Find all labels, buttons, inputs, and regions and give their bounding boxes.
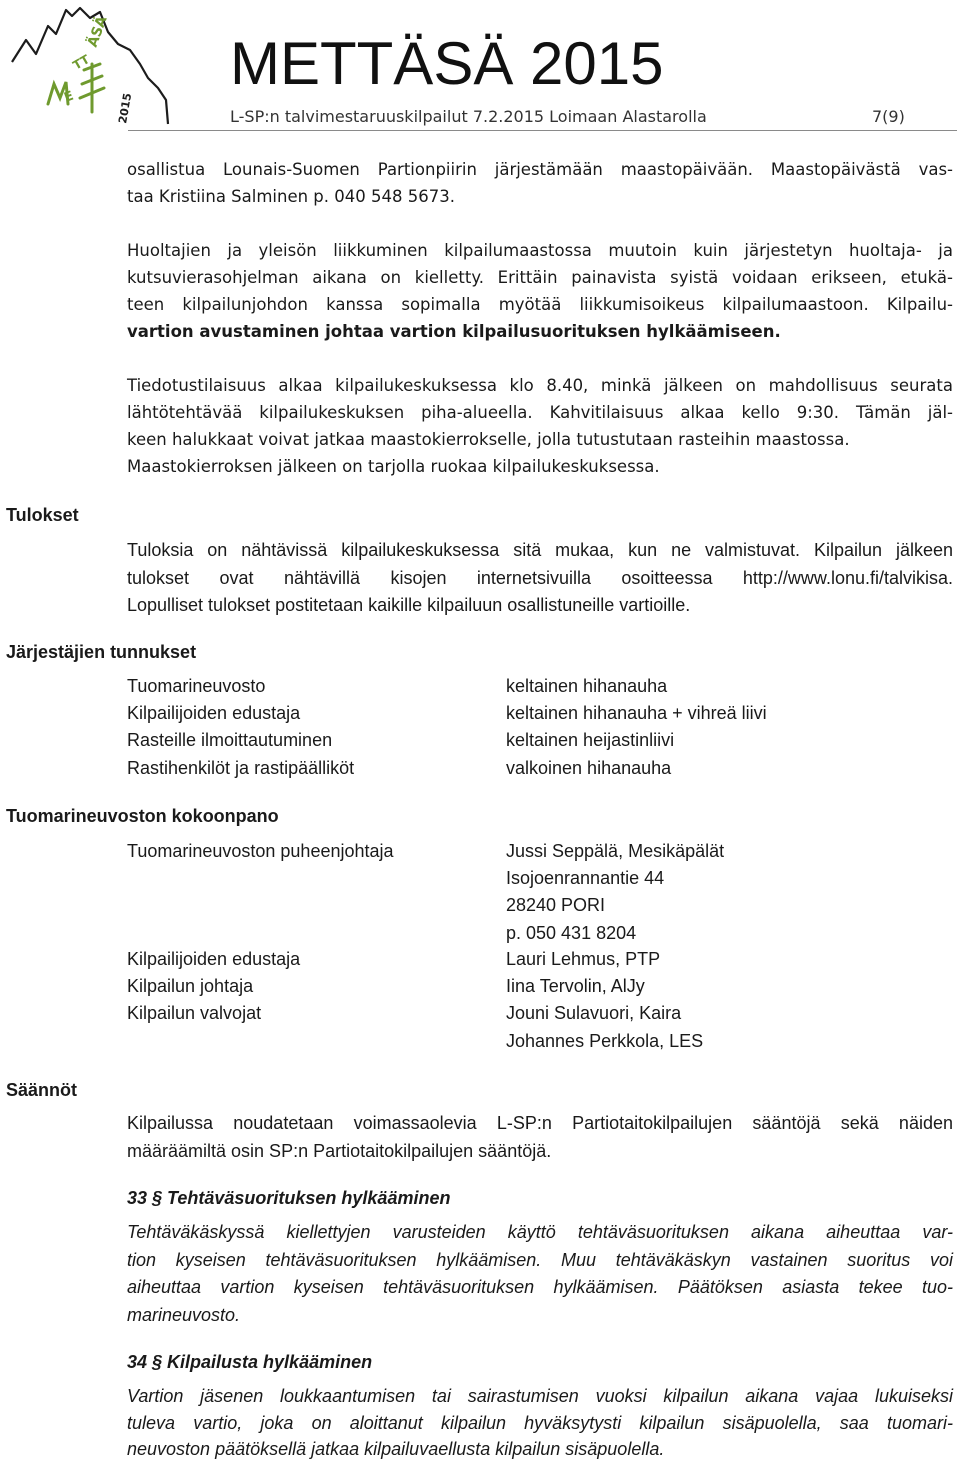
movement-line: Huoltajien ja yleisön liikkuminen kilpailumaastossa muutoin kuin järjestetyn huoltaja- ja: [127, 241, 953, 260]
intro-line: osallistua Lounais-Suomen Partionpiirin järjestämään maastopäivään. Maastopäivästä vas-: [127, 160, 953, 179]
results-heading: Tulokset: [6, 505, 79, 525]
jury-name: Jouni Sulavuori, Kaira: [506, 1003, 682, 1024]
rules-paragraph: [127, 1110, 953, 1165]
svg-text:ÄSÄ: ÄSÄ: [84, 14, 111, 50]
results-line: Lopulliset tulokset postitetaan kaikille kilpailuun osallistuneille vartioille.: [127, 595, 691, 615]
mettasa-logo: [8, 4, 170, 126]
results-line: Tuloksia on nähtävissä kilpailukeskuksessa sitä mukaa, kun ne valmistuvat. Kilpailun jälkeen: [127, 540, 953, 560]
intro-paragraph: [127, 156, 953, 210]
info-paragraph: [127, 372, 953, 480]
badge-mark: valkoinen hihanauha: [506, 757, 672, 778]
info-line: Maastokierroksen jälkeen on tarjolla ruokaa kilpailukeskuksessa.: [127, 457, 660, 476]
movement-bold-line: vartion avustaminen johtaa vartion kilpailusuorituksen hylkäämiseen.: [127, 322, 781, 341]
jury-chair-details: [506, 838, 724, 947]
section-34-line: tuleva vartio, joka on aloittanut kilpailun hyväksytysti kilpailun sisäpuolella, saa tuomari-: [127, 1412, 953, 1433]
jury-chair-line: p. 050 431 8204: [506, 922, 637, 943]
section-33-line: tion kyseisen tehtäväsuorituksen hylkäämisen. Muu tehtäväkäskyn vastainen suoritus voi: [127, 1249, 953, 1270]
section-34-title: 34 § Kilpailusta hylkääminen: [127, 1352, 373, 1372]
jury-heading: Tuomarineuvoston kokoonpano: [6, 806, 279, 826]
document-subtitle: L-SP:n talvimestaruuskilpailut 7.2.2015 Loimaan Alastarolla: [230, 107, 707, 126]
section-34-text: [127, 1383, 953, 1463]
jury-role: Kilpailijoiden edustaja: [127, 949, 301, 969]
document-title: METTÄSÄ 2015: [230, 30, 664, 97]
section-34-line: Vartion jäsenen loukkaantumisen tai sairastumisen vuoksi kilpailun aikana vajaa lukuiseksi: [127, 1386, 953, 1406]
badge-mark: keltainen hihanauha + vihreä liivi: [506, 703, 767, 724]
section-34-line: neuvoston päätöksellä jatkaa kilpailuvaellusta kilpailun sisäpuolella.: [127, 1439, 665, 1459]
info-line: lähtötehtävää kilpailukeskuksen piha-alueella. Kahvitilaisuus alkaa kello 9:30. Tämän jäl-: [127, 403, 953, 422]
badge-role: Rastihenkilöt ja rastipäälliköt: [127, 757, 355, 778]
badge-role: Tuomarineuvosto: [127, 676, 266, 696]
rules-heading: Säännöt: [6, 1080, 78, 1100]
results-line: tulokset ovat nähtävillä kisojen internetsivuilla osoitteessa http://www.lonu.fi/talvikisa.: [127, 567, 953, 588]
intro-line: taa Kristiina Salminen p. 040 548 5673.: [127, 187, 455, 206]
section-33-line: Tehtäväkäskyssä kiellettyjen varusteiden käyttö tehtäväsuorituksen aikana aiheuttaa var-: [127, 1222, 953, 1242]
rules-line: Kilpailussa noudatetaan voimassaolevia L-SP:n Partiotaitokilpailujen sääntöjä sekä näiden: [127, 1113, 953, 1133]
badge-role: Rasteille ilmoittautuminen: [127, 730, 333, 751]
jury-roles: [127, 946, 300, 1028]
page-number: 7(9): [872, 107, 905, 126]
svg-text:TT: TT: [70, 52, 92, 73]
logo-lettering: [62, 14, 110, 106]
badge-role: Kilpailijoiden edustaja: [127, 703, 301, 724]
section-33-line: marineuvosto.: [127, 1304, 241, 1325]
svg-text:2015: 2015: [116, 92, 135, 125]
jury-name: Lauri Lehmus, PTP: [506, 949, 661, 969]
section-33-text: [127, 1219, 953, 1329]
header-divider: [128, 130, 957, 131]
section-33-title: 33 § Tehtäväsuorituksen hylkääminen: [127, 1188, 451, 1208]
jury-name: Iina Tervolin, AlJy: [506, 976, 645, 997]
badges-marks: [506, 673, 767, 782]
movement-paragraph: [127, 237, 953, 345]
jury-names: [506, 946, 703, 1055]
badge-mark: keltainen heijastinliivi: [506, 730, 675, 751]
info-line: keen halukkaat voivat jatkaa maastokierrokselle, jolla tutustutaan rasteihin maastossa.: [127, 430, 850, 449]
jury-role: Kilpailun johtaja: [127, 976, 254, 997]
jury-role: Kilpailun valvojat: [127, 1003, 262, 1024]
section-33-line: aiheuttaa vartion kyseisen tehtäväsuorituksen hylkäämisen. Päätöksen asiasta tekee tuo-: [127, 1277, 953, 1297]
movement-line: kutsuvierasohjelman aikana on kielletty. Erittäin painavista syistä voidaan erikseen, etukä-: [127, 268, 953, 287]
jury-chair-line: 28240 PORI: [506, 895, 606, 916]
jury-chair-line: Isojoenrannantie 44: [506, 868, 665, 889]
info-line: Tiedotustilaisuus alkaa kilpailukeskuksessa klo 8.40, minkä jälkeen on mahdollisuus seurata: [127, 376, 953, 395]
movement-line: teen kilpailunjohdon kanssa sopimalla myötää liikkumisoikeus kilpailumaastoon. Kilpailu-: [127, 295, 953, 314]
svg-text:E: E: [62, 88, 76, 106]
jury-name: Johannes Perkkola, LES: [506, 1030, 704, 1051]
jury-role: Tuomarineuvoston puheenjohtaja: [127, 841, 394, 861]
badges-roles: [127, 673, 354, 782]
jury-chair-role: [127, 838, 394, 865]
results-paragraph: [127, 537, 953, 620]
badge-mark: keltainen hihanauha: [506, 676, 668, 696]
badges-heading: Järjestäjien tunnukset: [6, 642, 197, 662]
rules-line: määräämiltä osin SP:n Partiotaitokilpailujen sääntöjä.: [127, 1140, 552, 1161]
jury-chair-line: Jussi Seppälä, Mesikäpälät: [506, 841, 725, 861]
